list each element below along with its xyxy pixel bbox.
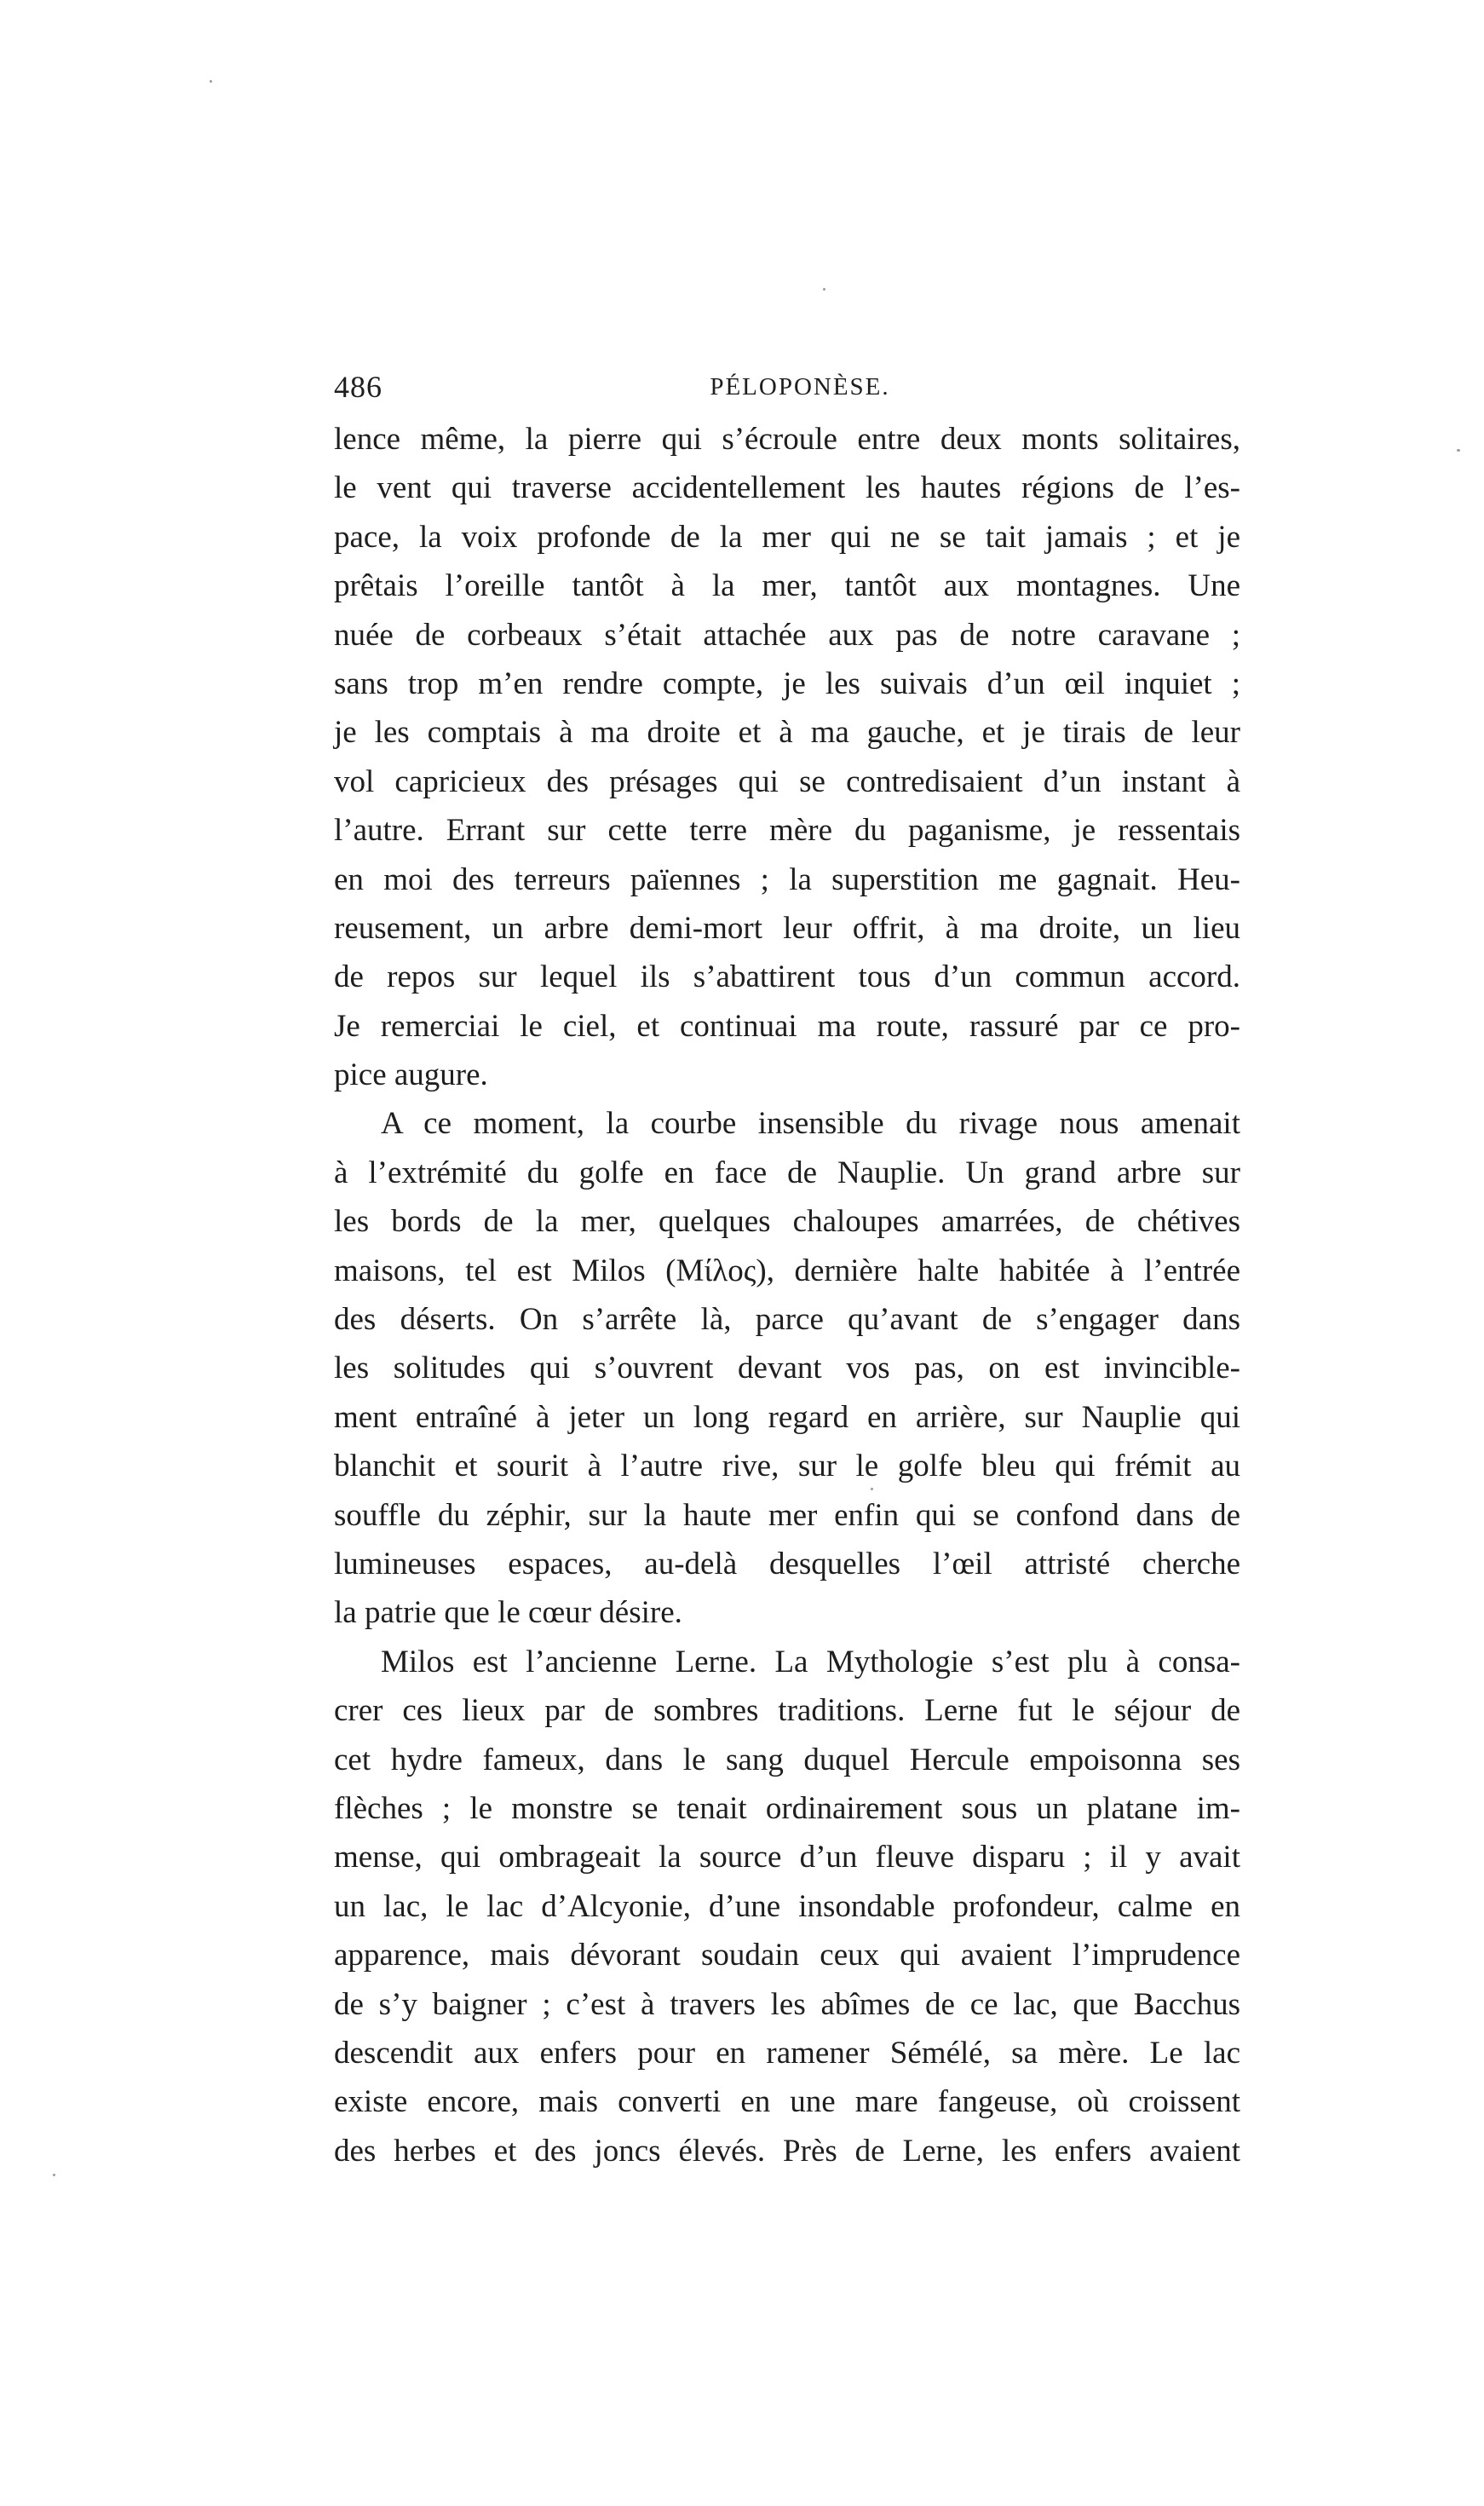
- paper-speck: [1457, 449, 1460, 452]
- text-line: de repos sur lequel ils s’abattirent tous d’un commun accord.: [334, 959, 1240, 995]
- body-text: [334, 415, 1240, 2175]
- text-line: vol capricieux des présages qui se contredisaient d’un instant à: [334, 763, 1240, 799]
- text-line: souffle du zéphir, sur la haute mer enfin qui se confond dans de: [334, 1497, 1240, 1533]
- text-line: le vent qui traverse accidentellement les hautes régions de l’es-: [334, 470, 1240, 506]
- text-line: des herbes et des joncs élevés. Près de Lerne, les enfers avaient: [334, 2133, 1240, 2169]
- paper-speck: [210, 80, 212, 83]
- paragraph-first-line: A ce moment, la courbe insensible du rivage nous amenait: [381, 1106, 1240, 1142]
- text-line: des déserts. On s’arrête là, parce qu’avant de s’engager dans: [334, 1302, 1240, 1338]
- page-number: 486: [334, 370, 383, 404]
- text-line: de s’y baigner ; c’est à travers les abîmes de ce lac, que Bacchus: [334, 1986, 1240, 2022]
- paper-speck: [823, 288, 825, 291]
- text-line: existe encore, mais converti en une mare fangeuse, où croissent: [334, 2084, 1240, 2120]
- text-line: mense, qui ombrageait la source d’un fleuve disparu ; il y avait: [334, 1840, 1240, 1875]
- text-line: lence même, la pierre qui s’écroule entre deux monts solitaires,: [334, 422, 1240, 457]
- text-line: l’autre. Errant sur cette terre mère du paganisme, je ressentais: [334, 813, 1240, 849]
- text-line: je les comptais à ma droite et à ma gauche, et je tirais de leur: [334, 715, 1240, 751]
- text-line: les solitudes qui s’ouvrent devant vos pas, on est invincible-: [334, 1351, 1240, 1386]
- text-line: maisons, tel est Milos (Μίλος), dernière halte habitée à l’entrée: [334, 1253, 1240, 1288]
- paper-speck: [53, 2174, 55, 2176]
- text-line: sans trop m’en rendre compte, je les suivais d’un œil inquiet ;: [334, 665, 1240, 701]
- text-line: un lac, le lac d’Alcyonie, d’une insondable profondeur, calme en: [334, 1888, 1240, 1924]
- text-line: nuée de corbeaux s’était attachée aux pas de notre caravane ;: [334, 617, 1240, 653]
- text-line: cet hydre fameux, dans le sang duquel Hercule empoisonna ses: [334, 1742, 1240, 1777]
- running-head: [334, 363, 1240, 411]
- paragraph-first-line: Milos est l’ancienne Lerne. La Mythologie s’est plu à consa-: [381, 1644, 1240, 1679]
- text-line: reusement, un arbre demi-mort leur offrit, à ma droite, un lieu: [334, 910, 1240, 946]
- text-line: lumineuses espaces, au-delà desquelles l’œil attristé cherche: [334, 1546, 1240, 1581]
- paragraph-end-line: la patrie que le cœur désire.: [334, 1595, 682, 1631]
- text-line: les bords de la mer, quelques chaloupes amarrées, de chétives: [334, 1204, 1240, 1240]
- text-line: à l’extrémité du golfe en face de Nauplie. Un grand arbre sur: [334, 1155, 1240, 1190]
- text-line: descendit aux enfers pour en ramener Sémélé, sa mère. Le lac: [334, 2035, 1240, 2071]
- paragraph-end-line: pice augure.: [334, 1057, 488, 1093]
- text-line: prêtais l’oreille tantôt à la mer, tantôt aux montagnes. Une: [334, 568, 1240, 604]
- text-line: ment entraîné à jeter un long regard en arrière, sur Nauplie qui: [334, 1399, 1240, 1435]
- running-title: PÉLOPONÈSE.: [710, 373, 890, 400]
- text-line: pace, la voix profonde de la mer qui ne se tait jamais ; et je: [334, 519, 1240, 555]
- text-line: Je remerciai le ciel, et continuai ma route, rassuré par ce pro-: [334, 1008, 1240, 1044]
- text-line: flèches ; le monstre se tenait ordinairement sous un platane im-: [334, 1790, 1240, 1826]
- text-line: apparence, mais dévorant soudain ceux qui avaient l’imprudence: [334, 1938, 1240, 1973]
- text-line: en moi des terreurs païennes ; la superstition me gagnait. Heu-: [334, 861, 1240, 897]
- text-line: blanchit et sourit à l’autre rive, sur le golfe bleu qui frémit au: [334, 1449, 1240, 1484]
- text-line: crer ces lieux par de sombres traditions. Lerne fut le séjour de: [334, 1693, 1240, 1729]
